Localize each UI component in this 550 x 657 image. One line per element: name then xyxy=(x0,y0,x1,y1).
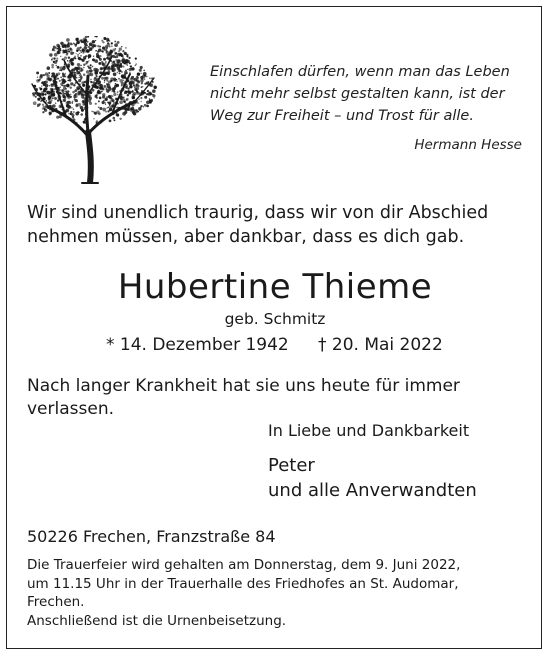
closing-phrase: In Liebe und Dankbarkeit xyxy=(268,421,470,440)
quote-line: nicht mehr selbst gestalten kann, ist der xyxy=(210,86,505,102)
funeral-notice xyxy=(27,556,532,630)
birth-name: geb. Schmitz xyxy=(224,310,326,328)
intro-line: nehmen müssen, aber dankbar, dass es dich gab. xyxy=(27,227,465,247)
message-line: verlassen. xyxy=(27,399,115,419)
death-date: † 20. Mai 2022 xyxy=(318,335,443,355)
quote-line: Einschlafen dürfen, wenn man das Leben xyxy=(210,64,510,80)
message-text xyxy=(27,375,507,421)
deceased-name: Hubertine Thieme xyxy=(117,267,433,307)
notice-line: Frechen. xyxy=(27,594,85,610)
quote-line: Weg zur Freiheit – und Trost für alle. xyxy=(210,108,474,124)
tree-icon xyxy=(26,36,160,184)
notice-line: Anschließend ist die Urnenbeisetzung. xyxy=(27,612,287,629)
signers xyxy=(268,453,477,503)
intro-line: Wir sind unendlich traurig, dass wir von dir Abschied xyxy=(27,203,489,223)
address: 50226 Frechen, Franzstraße 84 xyxy=(27,527,276,546)
quote xyxy=(210,61,530,127)
notice-line: um 11.15 Uhr in der Trauerhalle des Friedhofes an St. Audomar, xyxy=(27,575,459,592)
birth-date: * 14. Dezember 1942 xyxy=(106,335,289,355)
intro-text xyxy=(27,201,527,249)
signer: Peter xyxy=(268,455,315,476)
quote-author: Hermann Hesse xyxy=(414,137,522,153)
message-line: Nach langer Krankheit hat sie uns heute für immer xyxy=(27,376,460,396)
signer: und alle Anverwandten xyxy=(268,480,477,501)
notice-line: Die Trauerfeier wird gehalten am Donnerstag, dem 9. Juni 2022, xyxy=(27,557,461,573)
